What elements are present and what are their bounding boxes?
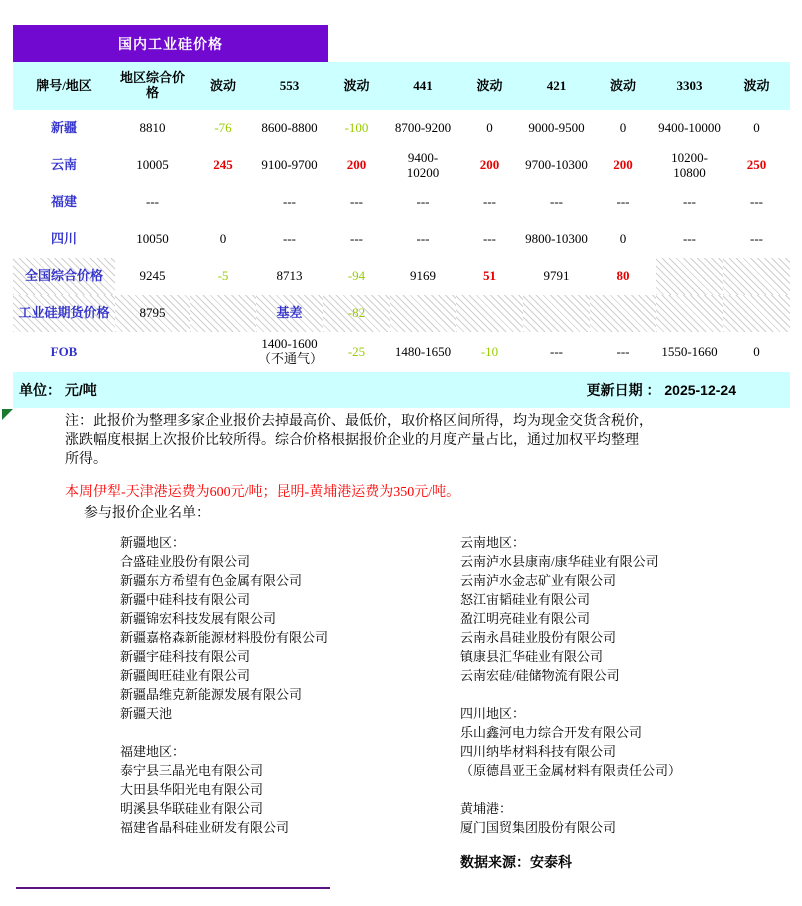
company-line: 新疆闽旺硅业有限公司 [120,668,251,683]
table-cell: 80 [616,268,630,284]
table-cell: 9245 [139,268,166,284]
company-line: 云南宏硅/硅储物流有限公司 [460,668,620,683]
note-line: 涨跌幅度根据上次报价比较所得。综合价格根据报价企业的月度产量占比，通过加权平均整理 [65,433,639,448]
table-cell: --- [483,231,496,247]
company-line: 新疆锦宏科技发展有限公司 [120,611,277,626]
company-line: 泰宁县三晶光电有限公司 [120,763,264,778]
table-cell: -25 [347,343,366,359]
company-line: 云南地区： [460,535,526,550]
company-line: 新疆中硅科技有限公司 [120,592,251,607]
table-cell [115,332,190,372]
table-cell: 9700-10300 [525,157,588,173]
table-cell [723,295,790,332]
company-line: 黄埔港： [460,801,513,816]
row-label-futures: 工业硅期货价格 [13,295,115,332]
col-header-441: 441 [390,62,456,110]
company-line: （原德昌亚王金属材料有限责任公司） [460,763,682,778]
company-line: 福建省晶科硅业研发有限公司 [120,820,290,835]
table-cell: 245 [213,157,233,173]
row-label-fujian: 福建 [50,194,77,210]
sheet-title-bar [13,25,328,62]
table-cell [390,295,456,332]
table-cell: 0 [753,343,760,359]
freight-notice: 本周伊犁-天津港运费为600元/吨；昆明-黄埔港运费为350元/吨。 [65,485,461,500]
table-cell: --- [550,194,563,210]
company-line: 新疆晶维克新能源发展有限公司 [120,687,303,702]
company-line: 福建地区： [120,744,186,759]
company-column-left [120,533,328,837]
col-header-brand-region: 牌号/地区 [13,62,115,110]
company-line: 四川地区： [460,706,526,721]
table-cell: -5 [217,268,229,284]
table-cell: 9100-9700 [261,157,318,173]
table-cell: -76 [214,120,232,136]
table-cell: 8600-8800 [261,120,318,136]
col-header-421: 421 [523,62,590,110]
col-header-change-3: 波动 [456,62,523,110]
table-cell: 0 [619,231,627,247]
table-cell: --- [350,194,363,210]
row-label-national-composite: 全国综合价格 [13,258,115,295]
sheet-title: 国内工业硅价格 [118,35,223,52]
table-cell: 9400-10000 [658,120,721,136]
table-cell: --- [616,194,630,210]
table-cell: 10200-10800 [671,149,708,180]
table-cell: --- [283,194,296,210]
table-cell: 9169 [410,268,436,284]
table-cell: 200 [479,157,500,173]
table-cell: --- [683,231,696,247]
table-cell: --- [616,343,630,359]
table-cell [190,332,256,372]
table-cell: -10 [480,343,499,359]
table-cell: 0 [619,120,627,136]
table-cell [656,258,723,295]
col-header-change-2: 波动 [323,62,390,110]
corner-flag-icon [2,409,13,420]
table-cell: 9800-10300 [525,231,588,247]
table-cell: --- [146,194,159,210]
table-cell [523,295,590,332]
table-cell: 8713 [276,268,303,284]
company-line: 大田县华阳光电有限公司 [120,782,264,797]
note-line: 注：此报价为整理多家企业报价去掉最高价、最低价，取价格区间所得，均为现金交货含税价， [65,414,653,429]
company-line [460,685,681,704]
notes-block [65,412,745,469]
table-cell: 1480-1650 [394,343,452,359]
table-cell: 10050 [136,231,169,247]
company-line: 云南泸水金志矿业有限公司 [460,573,617,588]
participants-heading: 参与报价企业名单： [84,506,210,521]
table-cell-basis: 基差 [256,295,323,332]
company-line: 镇康县汇华硅业有限公司 [460,649,604,664]
company-line: 明溪县华联硅业有限公司 [120,801,264,816]
table-cell [590,295,656,332]
col-header-553: 553 [256,62,323,110]
company-line: 新疆地区： [120,535,186,550]
company-line: 云南泸水县康南/康华硅业有限公司 [460,554,659,569]
company-line: 盈江明亮硅业有限公司 [460,611,591,626]
fob-553-note: （不通气） [258,351,324,366]
table-cell: --- [750,194,763,210]
row-label-fob: FOB [50,343,78,359]
table-cell: --- [483,194,496,210]
row-label-xinjiang: 新疆 [50,120,77,136]
table-cell: 51 [483,268,496,284]
col-header-change-4: 波动 [590,62,656,110]
company-line: 新疆天池 [120,706,173,721]
company-line: 云南永昌硅业股份有限公司 [460,630,617,645]
table-cell: 200 [613,157,633,173]
company-line: 四川纳毕材料科技有限公司 [460,744,617,759]
table-cell: 1550-1660 [661,343,718,359]
table-cell: --- [416,231,430,247]
table-cell [656,295,723,332]
bottom-purple-rule [16,887,330,889]
col-header-regional-composite-price: 地区综合价格 [115,62,190,110]
table-cell: --- [550,343,563,359]
company-line: 合盛硅业股份有限公司 [120,554,251,569]
table-cell: --- [683,194,696,210]
table-cell: 9400-10200 [406,149,440,180]
table-cell: --- [350,231,363,247]
table-cell: --- [750,231,763,247]
company-line [460,780,681,799]
table-cell: -82 [323,295,390,332]
update-date-label: 更新日期 ： 2025-12-24 [586,382,736,398]
table-cell: -100 [344,120,369,136]
table-cell: 10005 [136,157,169,173]
table-cell: 9000-9500 [528,120,585,136]
company-line: 乐山鑫河电力综合开发有限公司 [460,725,643,740]
table-cell: 0 [486,120,493,136]
table-cell-fob-553 [256,332,323,372]
table-cell: 8795 [115,295,190,332]
company-line: 新疆嘉格森新能源材料股份有限公司 [120,630,329,645]
table-cell: 0 [219,231,227,247]
table-cell: 250 [746,157,767,173]
table-cell: 9791 [543,268,570,284]
fob-553-range: 1400-1600 [261,336,318,352]
company-line: 厦门国贸集团股份有限公司 [460,820,617,835]
company-column-right [460,533,681,837]
unit-label: 单位： 元/吨 [19,382,97,398]
company-line [120,723,328,742]
row-label-yunnan: 云南 [50,157,77,173]
table-cell [190,295,256,332]
table-cell: 0 [753,120,760,136]
table-cell: --- [416,194,430,210]
col-header-3303: 3303 [656,62,723,110]
table-cell: 200 [346,157,367,173]
unit-bar [13,372,790,408]
company-line: 怒江宙韬硅业有限公司 [460,592,591,607]
table-cell: 8810 [139,120,166,136]
table-cell: -94 [347,268,366,284]
company-line: 新疆宇硅科技有限公司 [120,649,251,664]
table-cell: --- [283,231,296,247]
col-header-change-1: 波动 [190,62,256,110]
note-line: 所得。 [65,452,107,467]
table-cell [456,295,523,332]
row-label-sichuan: 四川 [50,231,77,247]
price-table [13,62,790,372]
table-cell [723,258,790,295]
data-source-label: 数据来源：安泰科 [460,856,572,871]
table-cell [190,184,256,221]
company-line: 新疆东方希望有色金属有限公司 [120,573,303,588]
table-cell: 8700-9200 [394,120,452,136]
col-header-change-5: 波动 [723,62,790,110]
